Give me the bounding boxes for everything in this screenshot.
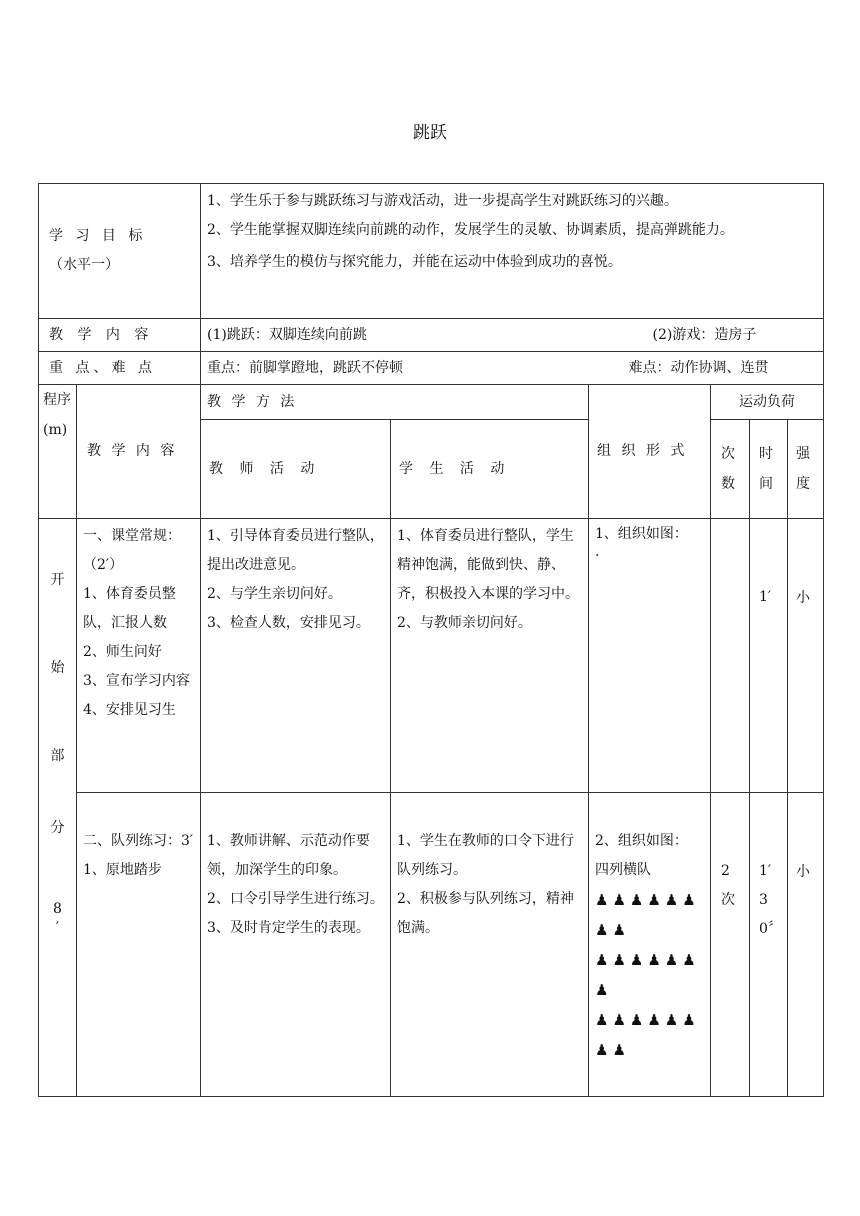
objectives-label-cell xyxy=(39,184,201,319)
student-line: 1、学生在教师的口令下进行队列练习。 xyxy=(397,833,574,878)
header-organization: 组 织 形 式 xyxy=(589,385,711,519)
row1-student xyxy=(391,519,589,793)
row1-time: 1′ xyxy=(750,519,788,793)
teacher-line: 3、及时肯定学生的表现。 xyxy=(207,920,370,936)
content-item-1: (1)跳跃：双脚连续向前跳 xyxy=(207,326,367,343)
organization-line: . xyxy=(595,544,600,560)
organization-line: 1、组织如图： xyxy=(595,526,688,542)
formation-row xyxy=(595,945,704,1005)
objectives-list xyxy=(201,184,824,319)
row2-organization xyxy=(589,793,711,1097)
teacher-line: 1、教师讲解、示范动作要领，加深学生的印象。 xyxy=(207,833,370,878)
header-method: 教 学 方 法 xyxy=(201,385,589,420)
teacher-line: 3、检查人数，安排见习。 xyxy=(207,615,370,631)
content-label: 教 学 内 容 xyxy=(39,319,201,352)
objectives-label: 学 习 目 标 xyxy=(49,228,147,244)
section-char: 8 xyxy=(53,901,62,917)
header-student: 学 生 活 动 xyxy=(391,420,589,519)
key-points xyxy=(201,352,824,385)
content-line: 一、课堂常规：（2′） xyxy=(83,528,181,573)
person-icon: ♟♟♟♟♟♟ xyxy=(595,891,700,909)
difficulty-point: 难点：动作协调、连贯 xyxy=(628,359,769,376)
header-procedure: 程序(m) xyxy=(39,385,77,519)
header-load: 运动负荷 xyxy=(711,385,824,420)
row2-teacher xyxy=(201,793,391,1097)
header-teacher: 教 师 活 动 xyxy=(201,420,391,519)
objective-item: 1、学生乐于参与跳跃练习与游戏活动，进一步提高学生对跳跃练习的兴趣。 xyxy=(207,193,678,209)
student-line: 2、与教师亲切问好。 xyxy=(397,615,532,631)
page-title: 跳跃 xyxy=(413,123,447,143)
row2-times: 2次 xyxy=(711,793,750,1097)
person-icon: ♟♟♟♟♟♟ xyxy=(595,1011,700,1029)
row2-intensity: 小 xyxy=(788,793,824,1097)
objectives-level: （水平一） xyxy=(49,257,119,273)
student-line: 1、体育委员进行整队，学生精神饱满，能做到快、静、齐，积极投入本课的学习中。 xyxy=(397,528,580,602)
key-label: 重 点、难 点 xyxy=(39,352,201,385)
header-times: 次数 xyxy=(711,420,750,519)
objective-item: 2、学生能掌握双脚连续向前跳的动作，发展学生的灵敏、协调素质，提高弹跳能力。 xyxy=(207,222,734,238)
section-char: 始 xyxy=(50,660,65,676)
section-label xyxy=(39,519,77,1097)
lesson-plan-table xyxy=(38,183,824,1097)
content-line: 2、师生问好 xyxy=(83,644,162,660)
content-items xyxy=(201,319,824,352)
row1-times xyxy=(711,519,750,793)
row2-content xyxy=(77,793,201,1097)
row1-organization xyxy=(589,519,711,793)
formation-row xyxy=(595,885,704,945)
teacher-line: 2、口令引导学生进行练习。 xyxy=(207,891,384,907)
person-icon: ♟ xyxy=(595,981,613,999)
section-char: ′ xyxy=(55,920,60,936)
organization-line: 2、组织如图： xyxy=(595,833,688,849)
objective-item: 3、培养学生的模仿与探究能力，并能在运动中体验到成功的喜悦。 xyxy=(207,254,622,270)
formation-row xyxy=(595,1005,704,1065)
section-char: 分 xyxy=(50,820,65,836)
teacher-line: 2、与学生亲切问好。 xyxy=(207,586,342,602)
person-icon: ♟♟ xyxy=(595,921,630,939)
row1-content xyxy=(77,519,201,793)
header-time: 时间 xyxy=(750,420,788,519)
person-icon: ♟♟ xyxy=(595,1041,630,1059)
organization-line: 四列横队 xyxy=(595,862,652,878)
content-line: 3、宣布学习内容 xyxy=(83,673,190,689)
key-point: 重点：前脚掌蹬地，跳跃不停顿 xyxy=(207,359,404,376)
student-line: 2、积极参与队列练习，精神饱满。 xyxy=(397,891,574,936)
row2-student xyxy=(391,793,589,1097)
content-line: 4、安排见习生 xyxy=(83,702,176,718)
row1-teacher xyxy=(201,519,391,793)
person-icon: ♟♟♟♟♟♟ xyxy=(595,951,700,969)
header-content: 教 学 内 容 xyxy=(77,385,201,519)
row2-time: 1′30〞 xyxy=(750,793,788,1097)
row1-intensity: 小 xyxy=(788,519,824,793)
formation-rows xyxy=(595,885,704,1065)
content-item-2: (2)游戏：造房子 xyxy=(652,326,757,343)
content-line: 1、原地踏步 xyxy=(83,862,162,878)
header-intensity: 强度 xyxy=(788,420,824,519)
teacher-line: 1、引导体育委员进行整队，提出改进意见。 xyxy=(207,528,384,573)
section-char: 开 xyxy=(50,572,65,588)
content-line: 二、队列练习：3′ xyxy=(83,833,194,849)
content-line: 1、体育委员整队，汇报人数 xyxy=(83,586,176,631)
section-char: 部 xyxy=(50,748,65,764)
